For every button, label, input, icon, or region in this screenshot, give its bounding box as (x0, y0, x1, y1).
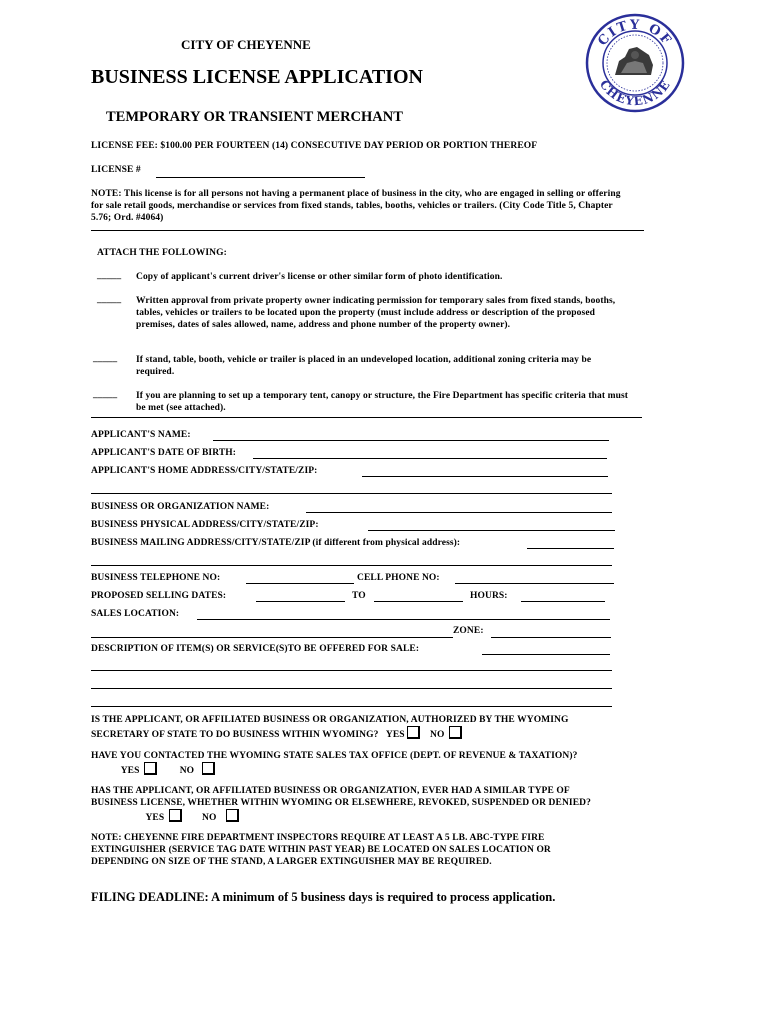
fire-department-note: NOTE: CHEYENNE FIRE DEPARTMENT INSPECTORS REQUIRE AT LEAST A 5 LB. ABC-TYPE FIRE EXTINGUISHER (SERVICE TAG DATE WITHIN PAST YEAR) BE LOCATED ON SALES LOCATION OR DEPENDING ON SIZE OF THE STAND, A LARGER EXTINGUISHER MAY BE REQUIRED. (91, 833, 551, 867)
question-sales-tax (91, 750, 621, 777)
description-field-4[interactable] (91, 706, 612, 707)
no-label: NO (202, 813, 217, 823)
applicant-name-field[interactable] (213, 440, 609, 441)
yes-checkbox[interactable] (169, 809, 182, 822)
zone-label: ZONE: (453, 626, 484, 636)
applicant-name-label: APPLICANT'S NAME: (91, 430, 191, 440)
business-name-label: BUSINESS OR ORGANIZATION NAME: (91, 502, 270, 512)
attach-item-1: Copy of applicant's current driver's license or other similar form of photo identification. (136, 272, 503, 282)
yes-label: YES (145, 813, 165, 823)
cell-phone-field[interactable] (455, 583, 614, 584)
filing-deadline: FILING DEADLINE: A minimum of 5 business days is required to process application. (91, 890, 556, 904)
telephone-field[interactable] (246, 583, 354, 584)
business-name-field[interactable] (306, 512, 612, 513)
attach-item-2: Written approval from private property owner indicating permission for temporary sales from fixed stands, booths, tables, vehicles or trailers to be located upon the property (must include address or description of the proposed premises, dates of sales allowed, name, address and phone number of the property owner). (136, 296, 616, 330)
svg-text:CHEYENNE: CHEYENNE (596, 77, 674, 109)
attach-checkline-2[interactable]: _____ (97, 295, 122, 305)
no-checkbox[interactable] (449, 726, 462, 739)
zone-field[interactable] (491, 637, 611, 638)
dob-label: APPLICANT'S DATE OF BIRTH: (91, 448, 237, 458)
sales-location-field[interactable] (197, 619, 610, 620)
description-field-3[interactable] (91, 688, 612, 689)
description-label: DESCRIPTION OF ITEM(S) OR SERVICE(S)TO BE OFFERED FOR SALE: (91, 644, 420, 654)
dob-field[interactable] (253, 458, 607, 459)
no-label: NO (430, 730, 445, 740)
yes-checkbox[interactable] (144, 762, 157, 775)
physical-address-field[interactable] (368, 530, 615, 531)
home-address-field-2[interactable] (91, 493, 612, 494)
city-name: CITY OF CHEYENNE (181, 37, 311, 52)
home-address-label: APPLICANT'S HOME ADDRESS/CITY/STATE/ZIP: (91, 466, 318, 476)
hours-field[interactable] (521, 601, 605, 602)
mailing-address-label: BUSINESS MAILING ADDRESS/CITY/STATE/ZIP (if different from physical address): (91, 538, 461, 548)
question-revoked (91, 785, 616, 824)
sales-location-label: SALES LOCATION: (91, 609, 180, 619)
divider (91, 417, 642, 418)
attach-checkline-1[interactable]: _____ (97, 271, 122, 281)
city-seal-logo (585, 13, 685, 113)
question-authorized (91, 714, 621, 741)
question-sales-tax-text: HAVE YOU CONTACTED THE WYOMING STATE SALES TAX OFFICE (DEPT. OF REVENUE & TAXATION)? (91, 751, 578, 761)
selling-dates-label: PROPOSED SELLING DATES: (91, 591, 227, 601)
home-address-field[interactable] (362, 476, 608, 477)
mailing-address-field-2[interactable] (91, 565, 612, 566)
yes-checkbox[interactable] (407, 726, 420, 739)
attach-item-4: If you are planning to set up a temporary tent, canopy or structure, the Fire Department has specific criteria that must be met (see attached). (136, 391, 629, 413)
selling-date-from-field[interactable] (256, 601, 345, 602)
no-checkbox[interactable] (226, 809, 239, 822)
sales-location-field-2[interactable] (91, 637, 453, 638)
yes-label: YES (385, 730, 405, 740)
mailing-address-field[interactable] (527, 548, 614, 549)
description-field[interactable] (482, 654, 610, 655)
to-label: TO (352, 591, 366, 601)
page-subtitle: TEMPORARY OR TRANSIENT MERCHANT (106, 109, 403, 125)
attach-checkline-4[interactable]: _____ (93, 390, 118, 400)
divider (91, 230, 644, 231)
question-revoked-text: HAS THE APPLICANT, OR AFFILIATED BUSINESS OR ORGANIZATION, EVER HAD A SIMILAR TYPE OF BUSINESS LICENSE, WHETHER WITHIN WYOMING OR ELSEWHERE, REVOKED, SUSPENDED OR DENIED? (91, 786, 591, 808)
license-fee: LICENSE FEE: $100.00 PER FOURTEEN (14) CONSECUTIVE DAY PERIOD OR PORTION THEREOF (91, 141, 538, 151)
physical-address-label: BUSINESS PHYSICAL ADDRESS/CITY/STATE/ZIP: (91, 520, 319, 530)
attach-checkline-3[interactable]: _____ (93, 354, 118, 364)
license-number-field[interactable] (156, 177, 365, 178)
selling-date-to-field[interactable] (374, 601, 463, 602)
yes-label: YES (120, 766, 140, 776)
license-note: NOTE: This license is for all persons not having a permanent place of business in the city, who are engaged in selling or offering for sale retail goods, merchandise or services from fixed stands, tables, booths, vehicles or trailers. (City Code Title 5, Chapter 5.76; Ord. #4064) (91, 189, 621, 223)
attach-item-3: If stand, table, booth, vehicle or trailer is placed in an undeveloped location, additional zoning criteria may be required. (136, 355, 592, 377)
no-checkbox[interactable] (202, 762, 215, 775)
page-title: BUSINESS LICENSE APPLICATION (91, 66, 423, 88)
attach-heading: ATTACH THE FOLLOWING: (97, 248, 227, 258)
hours-label: HOURS: (470, 591, 508, 601)
svg-text:CITY OF: CITY OF (595, 17, 675, 49)
cell-phone-label: CELL PHONE NO: (357, 573, 440, 583)
question-authorized-text: IS THE APPLICANT, OR AFFILIATED BUSINESS OR ORGANIZATION, AUTHORIZED BY THE WYOMING SECRETARY OF STATE TO DO BUSINESS WITHIN WYOMING? (91, 715, 569, 740)
license-number-label: LICENSE # (91, 165, 141, 175)
description-field-2[interactable] (91, 670, 612, 671)
telephone-label: BUSINESS TELEPHONE NO: (91, 573, 221, 583)
no-label: NO (179, 766, 195, 776)
